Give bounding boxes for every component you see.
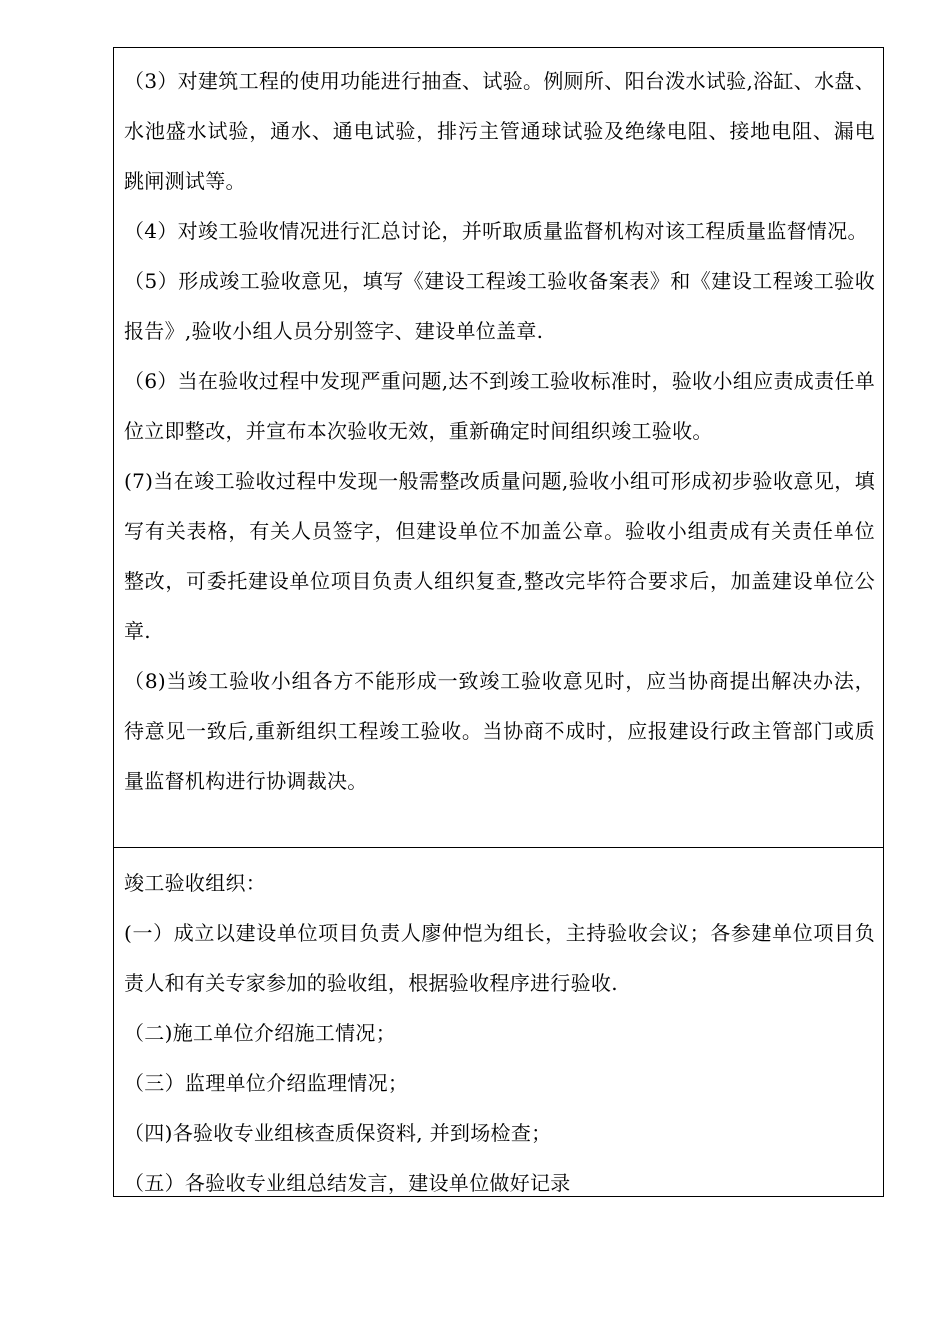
procedure-step-6: （6）当在验收过程中发现严重问题,达不到竣工验收标准时，验收小组应责成责任单位立即整改，并宣布本次验收无效，重新确定时间组织竣工验收。 — [124, 369, 875, 443]
procedure-step-7: (7)当在竣工验收过程中发现一般需整改质量问题,验收小组可形成初步验收意见，填写有关表格，有关人员签字，但建设单位不加盖公章。验收小组责成有关责任单位整改，可委托建设单位项目负责人组织复查,整改完毕符合要求后，加盖建设单位公章. — [124, 469, 875, 643]
organization-heading: 竣工验收组织： — [124, 871, 267, 895]
procedure-step-5: （5）形成竣工验收意见，填写《建设工程竣工验收备案表》和《建设工程竣工验收报告》,验收小组人员分别签字、建设单位盖章. — [124, 269, 875, 343]
procedure-step-4: （4）对竣工验收情况进行汇总讨论，并听取质量监督机构对该工程质量监督情况。 — [124, 219, 868, 243]
organization-item-4: （四)各验收专业组核查质保资料, 并到场检查； — [124, 1121, 552, 1145]
organization-item-1: (一）成立以建设单位项目负责人廖仲恺为组长，主持验收会议；各参建单位项目负责人和有关专家参加的验收组，根据验收程序进行验收. — [124, 921, 875, 995]
acceptance-procedure-cell — [114, 48, 883, 847]
organization-item-2: （二)施工单位介绍施工情况； — [124, 1021, 397, 1045]
organization-item-5: （五）各验收专业组总结发言，建设单位做好记录 — [124, 1171, 571, 1195]
organization-item-3: （三）监理单位介绍监理情况； — [124, 1071, 409, 1095]
procedure-step-3: （3）对建筑工程的使用功能进行抽查、试验。例厕所、阳台泼水试验,浴缸、水盘、水池盛水试验，通水、通电试验，排污主管通球试验及绝缘电阻、接地电阻、漏电跳闸测试等。 — [124, 69, 875, 193]
procedure-step-8: （8)当竣工验收小组各方不能形成一致竣工验收意见时，应当协商提出解决办法，待意见一致后,重新组织工程竣工验收。当协商不成时，应报建设行政主管部门或质量监督机构进行协调裁决。 — [124, 669, 875, 793]
acceptance-organization-cell — [114, 847, 883, 1196]
document-table — [113, 47, 884, 1197]
